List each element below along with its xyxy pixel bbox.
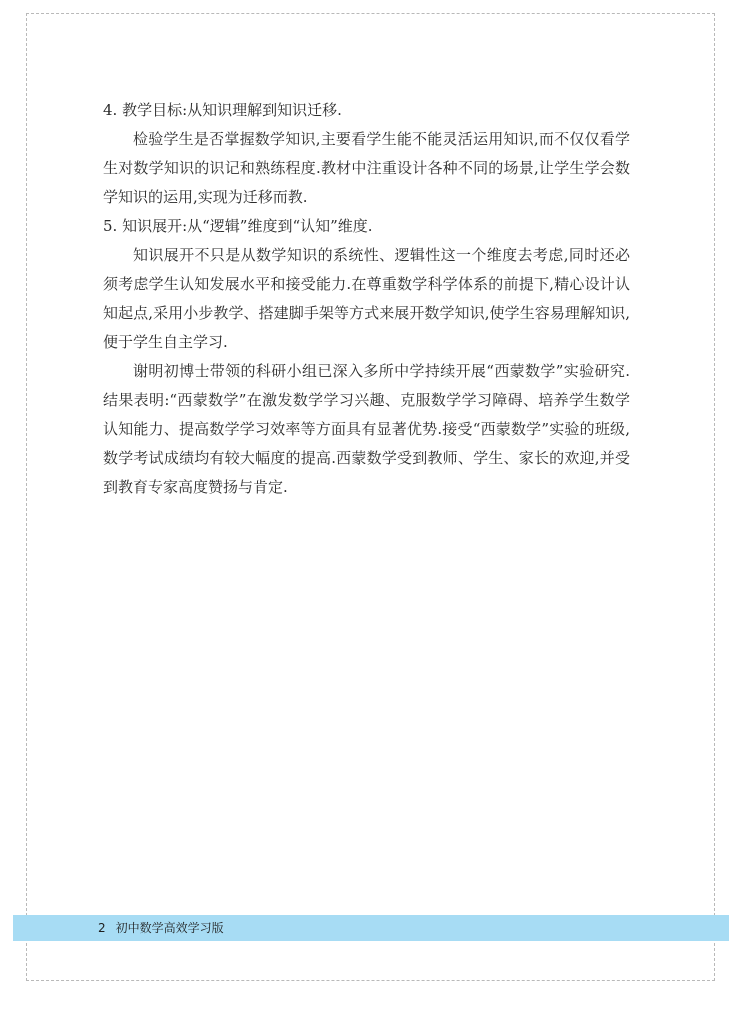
section-heading-teaching-goal: 4. 教学目标:从知识理解到知识迁移. [103, 101, 342, 119]
paragraph-knowledge-transfer: 检验学生是否掌握数学知识,主要看学生能不能灵活运用知识,而不仅仅看学生对数学知识的识记和熟练程度.教材中注重设计各种不同的场景,让学生学会数学知识的运用,实现为迁移而教. [103, 130, 630, 206]
page-number: 2 [98, 921, 106, 935]
page-content [103, 96, 630, 502]
footer [98, 915, 224, 941]
paragraph-cognitive-dimension: 知识展开不只是从数学知识的系统性、逻辑性这一个维度去考虑,同时还必须考虑学生认知发展水平和接受能力.在尊重数学科学体系的前提下,精心设计认知起点,采用小步教学、搭建脚手架等方式来展开数学知识,使学生容易理解知识,便于学生自主学习. [103, 246, 630, 351]
section-heading-knowledge-unfolding: 5. 知识展开:从“逻辑”维度到“认知”维度. [103, 217, 373, 235]
footer-band [13, 915, 729, 941]
book-title: 初中数学高效学习版 [115, 921, 224, 935]
paragraph-experiment-results: 谢明初博士带领的科研小组已深入多所中学持续开展“西蒙数学”实验研究.结果表明:“西蒙数学”在激发数学学习兴趣、克服数学学习障碍、培养学生数学认知能力、提高数学学习效率等方面具有显著优势.接受“西蒙数学”实验的班级,数学考试成绩均有较大幅度的提高.西蒙数学受到教师、学生、家长的欢迎,并受到教育专家高度赞扬与肯定. [103, 362, 630, 496]
